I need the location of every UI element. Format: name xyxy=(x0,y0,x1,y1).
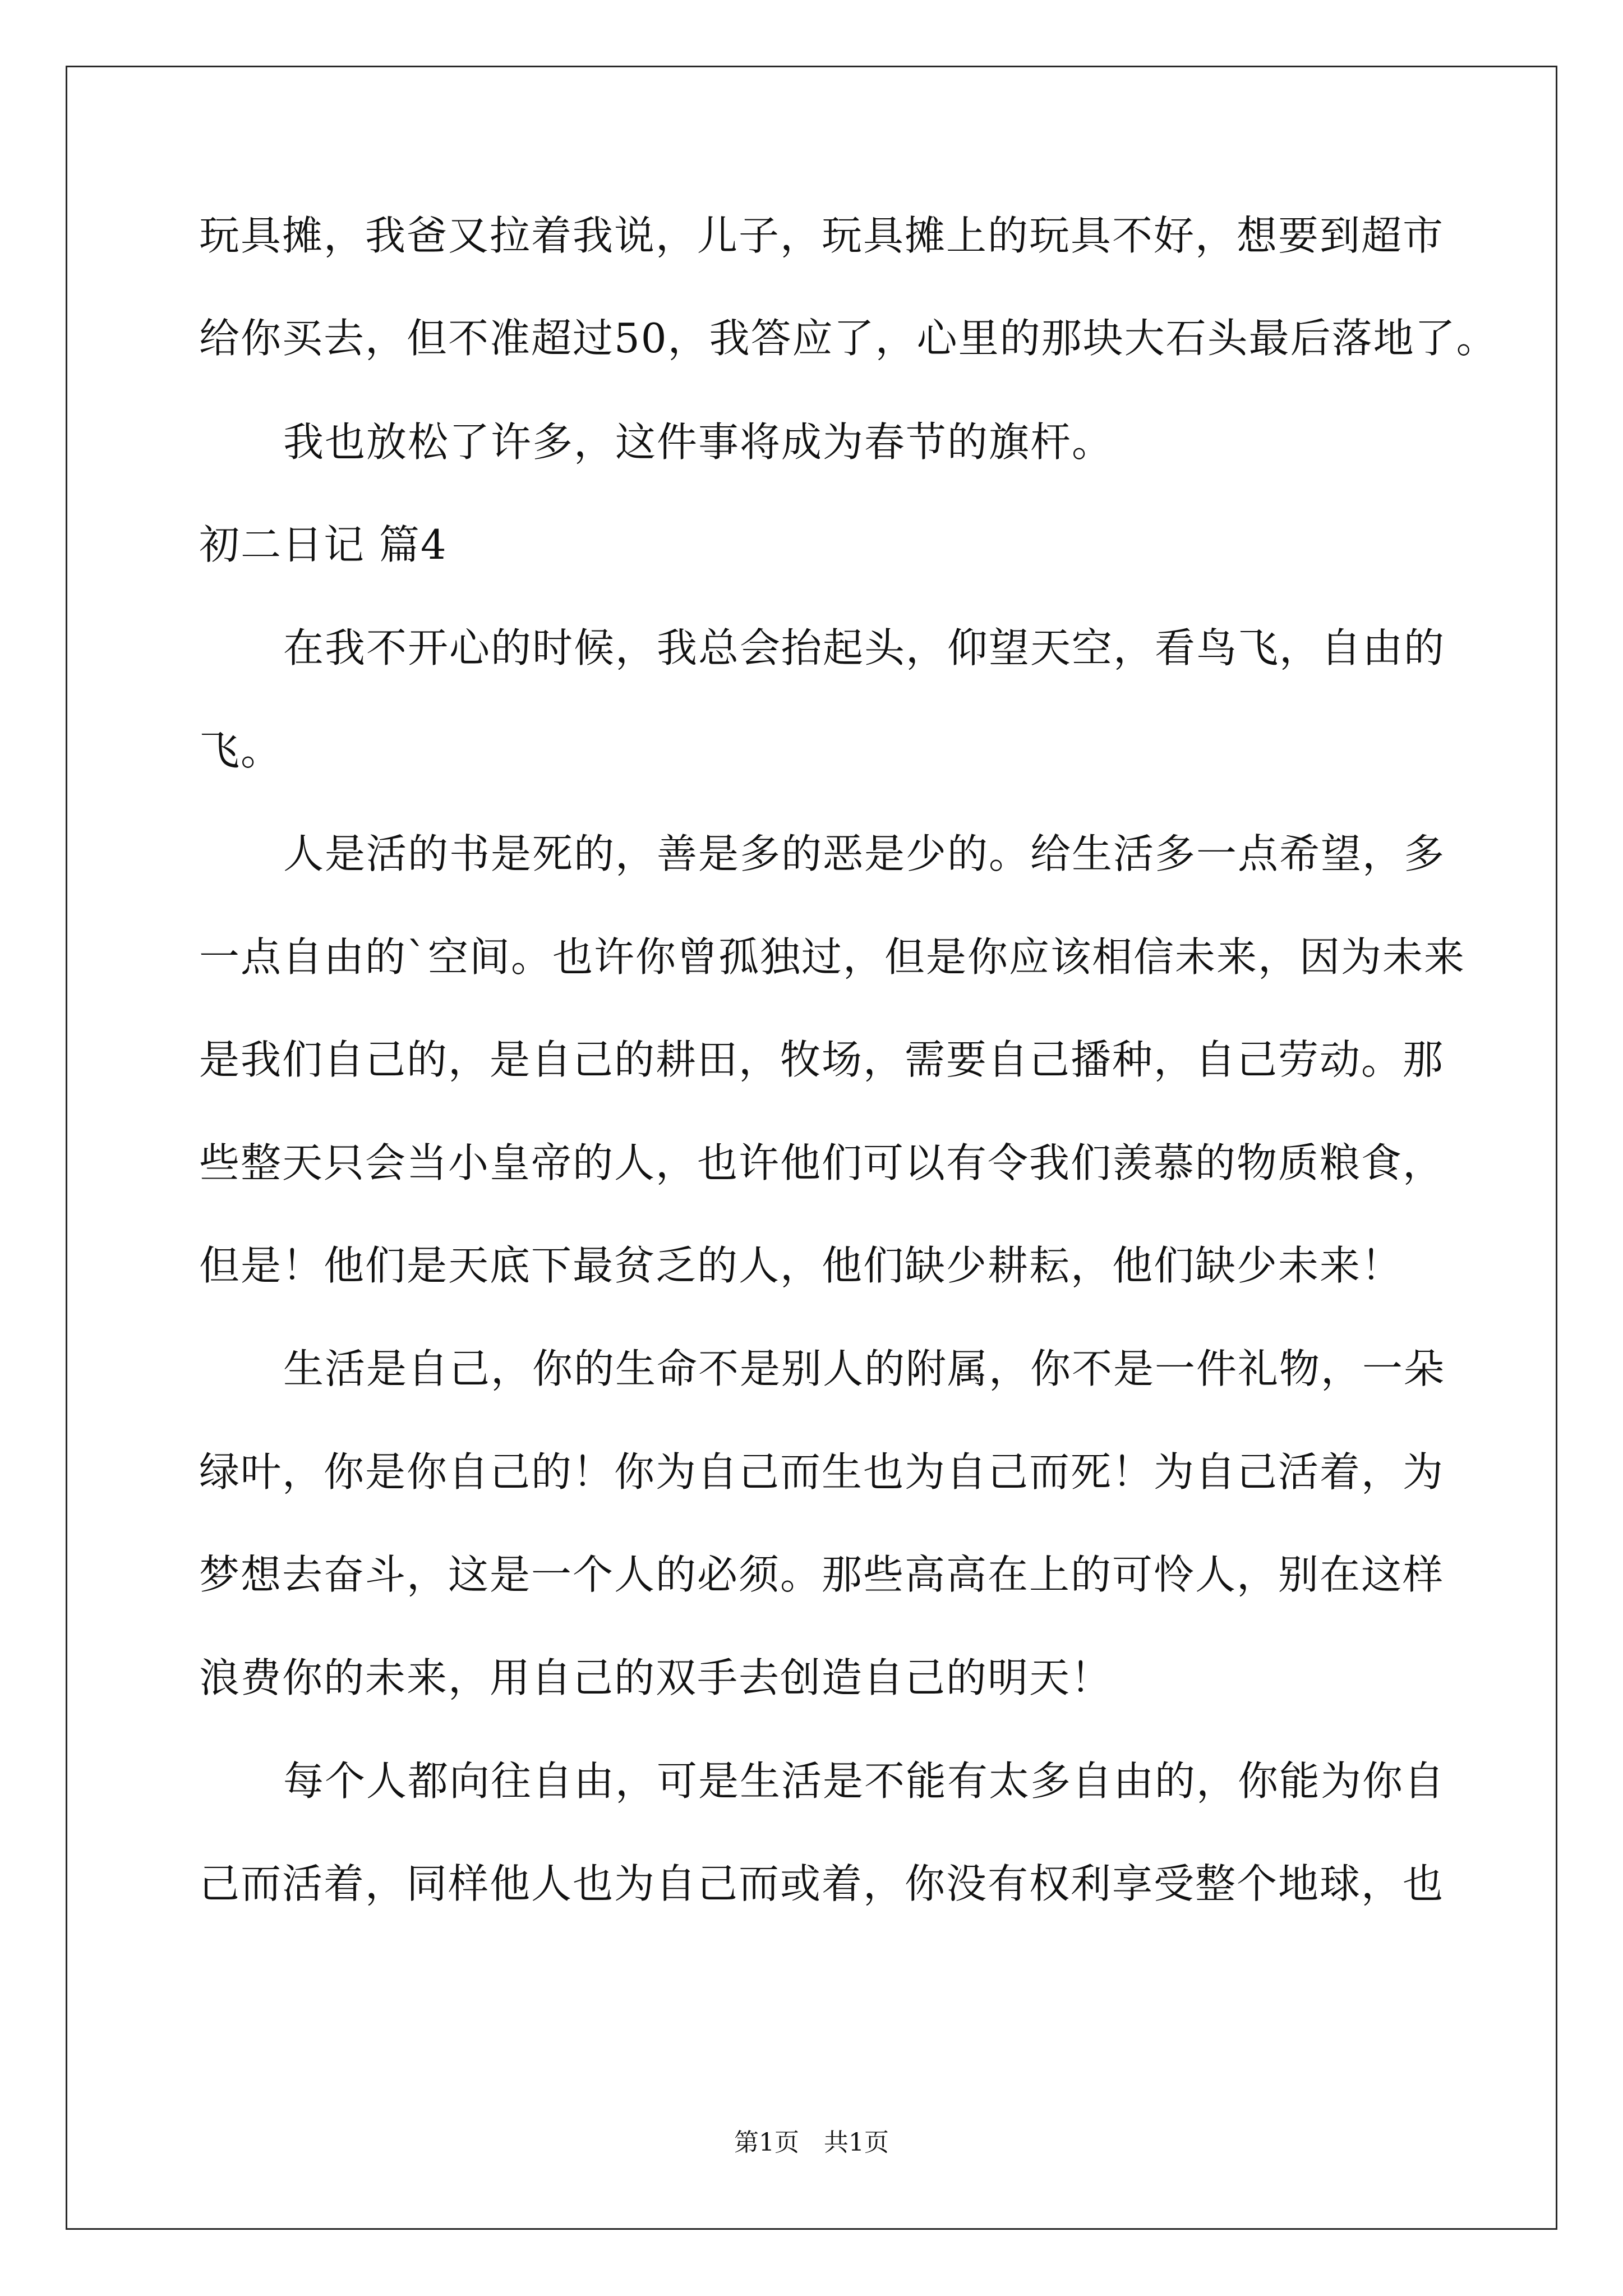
text-line: 给你买去，但不准超过50，我答应了，心里的那块大石头最后落地了。 xyxy=(199,315,1498,362)
text-line: 浪费你的未来，用自己的双手去创造自己的明天！ xyxy=(199,1654,1113,1701)
text-line: 绿叶，你是你自己的！你为自己而生也为自己而死！为自己活着，为 xyxy=(199,1448,1445,1496)
text-line: 己而活着，同样他人也为自己而或着，你没有权利享受整个地球，也 xyxy=(199,1860,1445,1907)
text-line: 我也放松了许多，这件事将成为春节的旗杆。 xyxy=(283,418,1114,466)
text-line: 人是活的书是死的，善是多的恶是少的。给生活多一点希望，多 xyxy=(283,830,1446,877)
text-line: 是我们自己的，是自己的耕田，牧场，需要自己播种，自己劳动。那 xyxy=(199,1036,1445,1083)
section-heading: 初二日记 篇4 xyxy=(199,521,448,568)
text-line: 梦想去奋斗，这是一个人的必须。那些高高在上的可怜人，别在这样 xyxy=(199,1551,1445,1598)
text-line: 生活是自己，你的生命不是别人的附属，你不是一件礼物，一朵 xyxy=(283,1345,1446,1392)
text-line: 在我不开心的时候，我总会抬起头，仰望天空，看鸟飞，自由的 xyxy=(283,624,1446,671)
text-line: 但是！他们是天底下最贫乏的人，他们缺少耕耘，他们缺少未来！ xyxy=(199,1242,1403,1289)
text-line: 些整天只会当小皇帝的人，也许他们可以有令我们羡慕的物质粮食， xyxy=(199,1139,1445,1186)
text-line: 一点自由的`空间。也许你曾孤独过，但是你应该相信未来，因为未来 xyxy=(199,933,1466,981)
page-footer: 第1页 共1页 xyxy=(734,2128,889,2157)
text-line: 玩具摊，我爸又拉着我说，儿子，玩具摊上的玩具不好，想要到超市 xyxy=(199,212,1445,259)
text-line: 每个人都向往自由，可是生活是不能有太多自由的，你能为你自 xyxy=(283,1757,1446,1805)
text-line: 飞。 xyxy=(199,727,283,774)
